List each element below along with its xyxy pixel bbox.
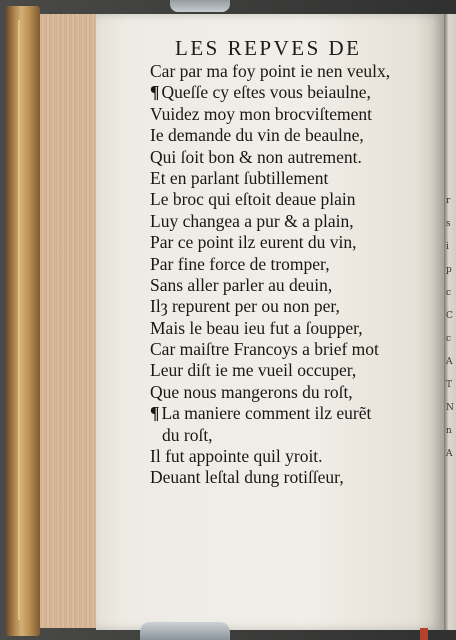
facing-letter: i [446,242,449,252]
text-line [150,425,440,446]
text-line-content: La maniere comment ilz eurẽt [161,403,372,424]
text-line [150,254,440,275]
text-line [150,125,440,146]
text-line-content: Leur diſt ie me vueil occuper, [150,360,357,381]
text-line-content: Ie demande du vin de beaulne, [150,125,364,146]
facing-letter: p [446,265,452,275]
gilt-rule [18,20,25,620]
facing-letter: A [446,449,453,459]
text-line-content: Que nous mangerons du roſt, [150,381,353,402]
pilcrow-mark: ¶ [150,82,160,103]
text-line [150,403,440,424]
pilcrow-mark: ¶ [150,403,160,424]
text-line [150,189,440,210]
text-line-content: Par fine force de tromper, [150,253,330,274]
text-line-content: Luy changea a pur & a plain, [150,210,354,231]
text-line-content: Deuant leſtal dung rotiſſeur, [150,467,344,488]
facing-letter: A [446,357,453,367]
text-line-content: Queſſe cy eſtes vous beiaulne, [161,82,371,103]
facing-page-letters [446,190,456,490]
text-line [150,339,440,360]
text-line [150,168,440,189]
facing-letter: r [446,196,451,206]
facing-letter: N [446,403,454,413]
text-block [150,61,440,489]
text-line [150,318,440,339]
text-line-content: Sans aller parler au deuin, [150,274,333,295]
text-line [150,296,440,317]
facing-letter: s [446,219,451,229]
facing-letter: T [446,380,453,390]
text-line-content: du roſt, [162,424,213,445]
page-clip-top [170,0,230,12]
text-line-content: Et en parlant ſubtillement [150,167,329,188]
text-line [150,147,440,168]
text-line-content: Par ce point ilz eurent du vin, [150,232,357,253]
ribbon-marker [420,628,428,640]
text-line [150,360,440,381]
page-clip-bottom [140,622,230,640]
text-line [150,61,440,82]
text-line [150,104,440,125]
text-line-content: Le broc qui eſtoit deaue plain [150,189,356,210]
text-line-content: Qui ſoit bon & non autrement. [150,146,362,167]
text-line-content: Mais le beau ieu fut a ſoupper, [150,317,363,338]
facing-letter: c [446,334,452,344]
facing-letter: c [446,288,452,298]
text-line [150,211,440,232]
facing-letter: C [446,311,453,321]
text-line-content: Il fut appointe quil yroit. [150,446,323,467]
text-line-content: Car maiſtre Francoys a brief mot [150,339,379,360]
facing-letter: n [446,426,452,436]
text-line [150,467,440,488]
text-line [150,232,440,253]
text-line-content: Ilȝ repurent per ou non per, [150,296,340,317]
running-head: LES REPVES DE [175,36,362,60]
text-line [150,382,440,403]
text-line [150,82,440,103]
text-line [150,446,440,467]
text-line [150,275,440,296]
text-line-content: Car par ma foy point ie nen veulx, [150,61,391,81]
page-edges [40,14,98,628]
text-line-content: Vuidez moy mon brocviſtement [150,103,373,124]
